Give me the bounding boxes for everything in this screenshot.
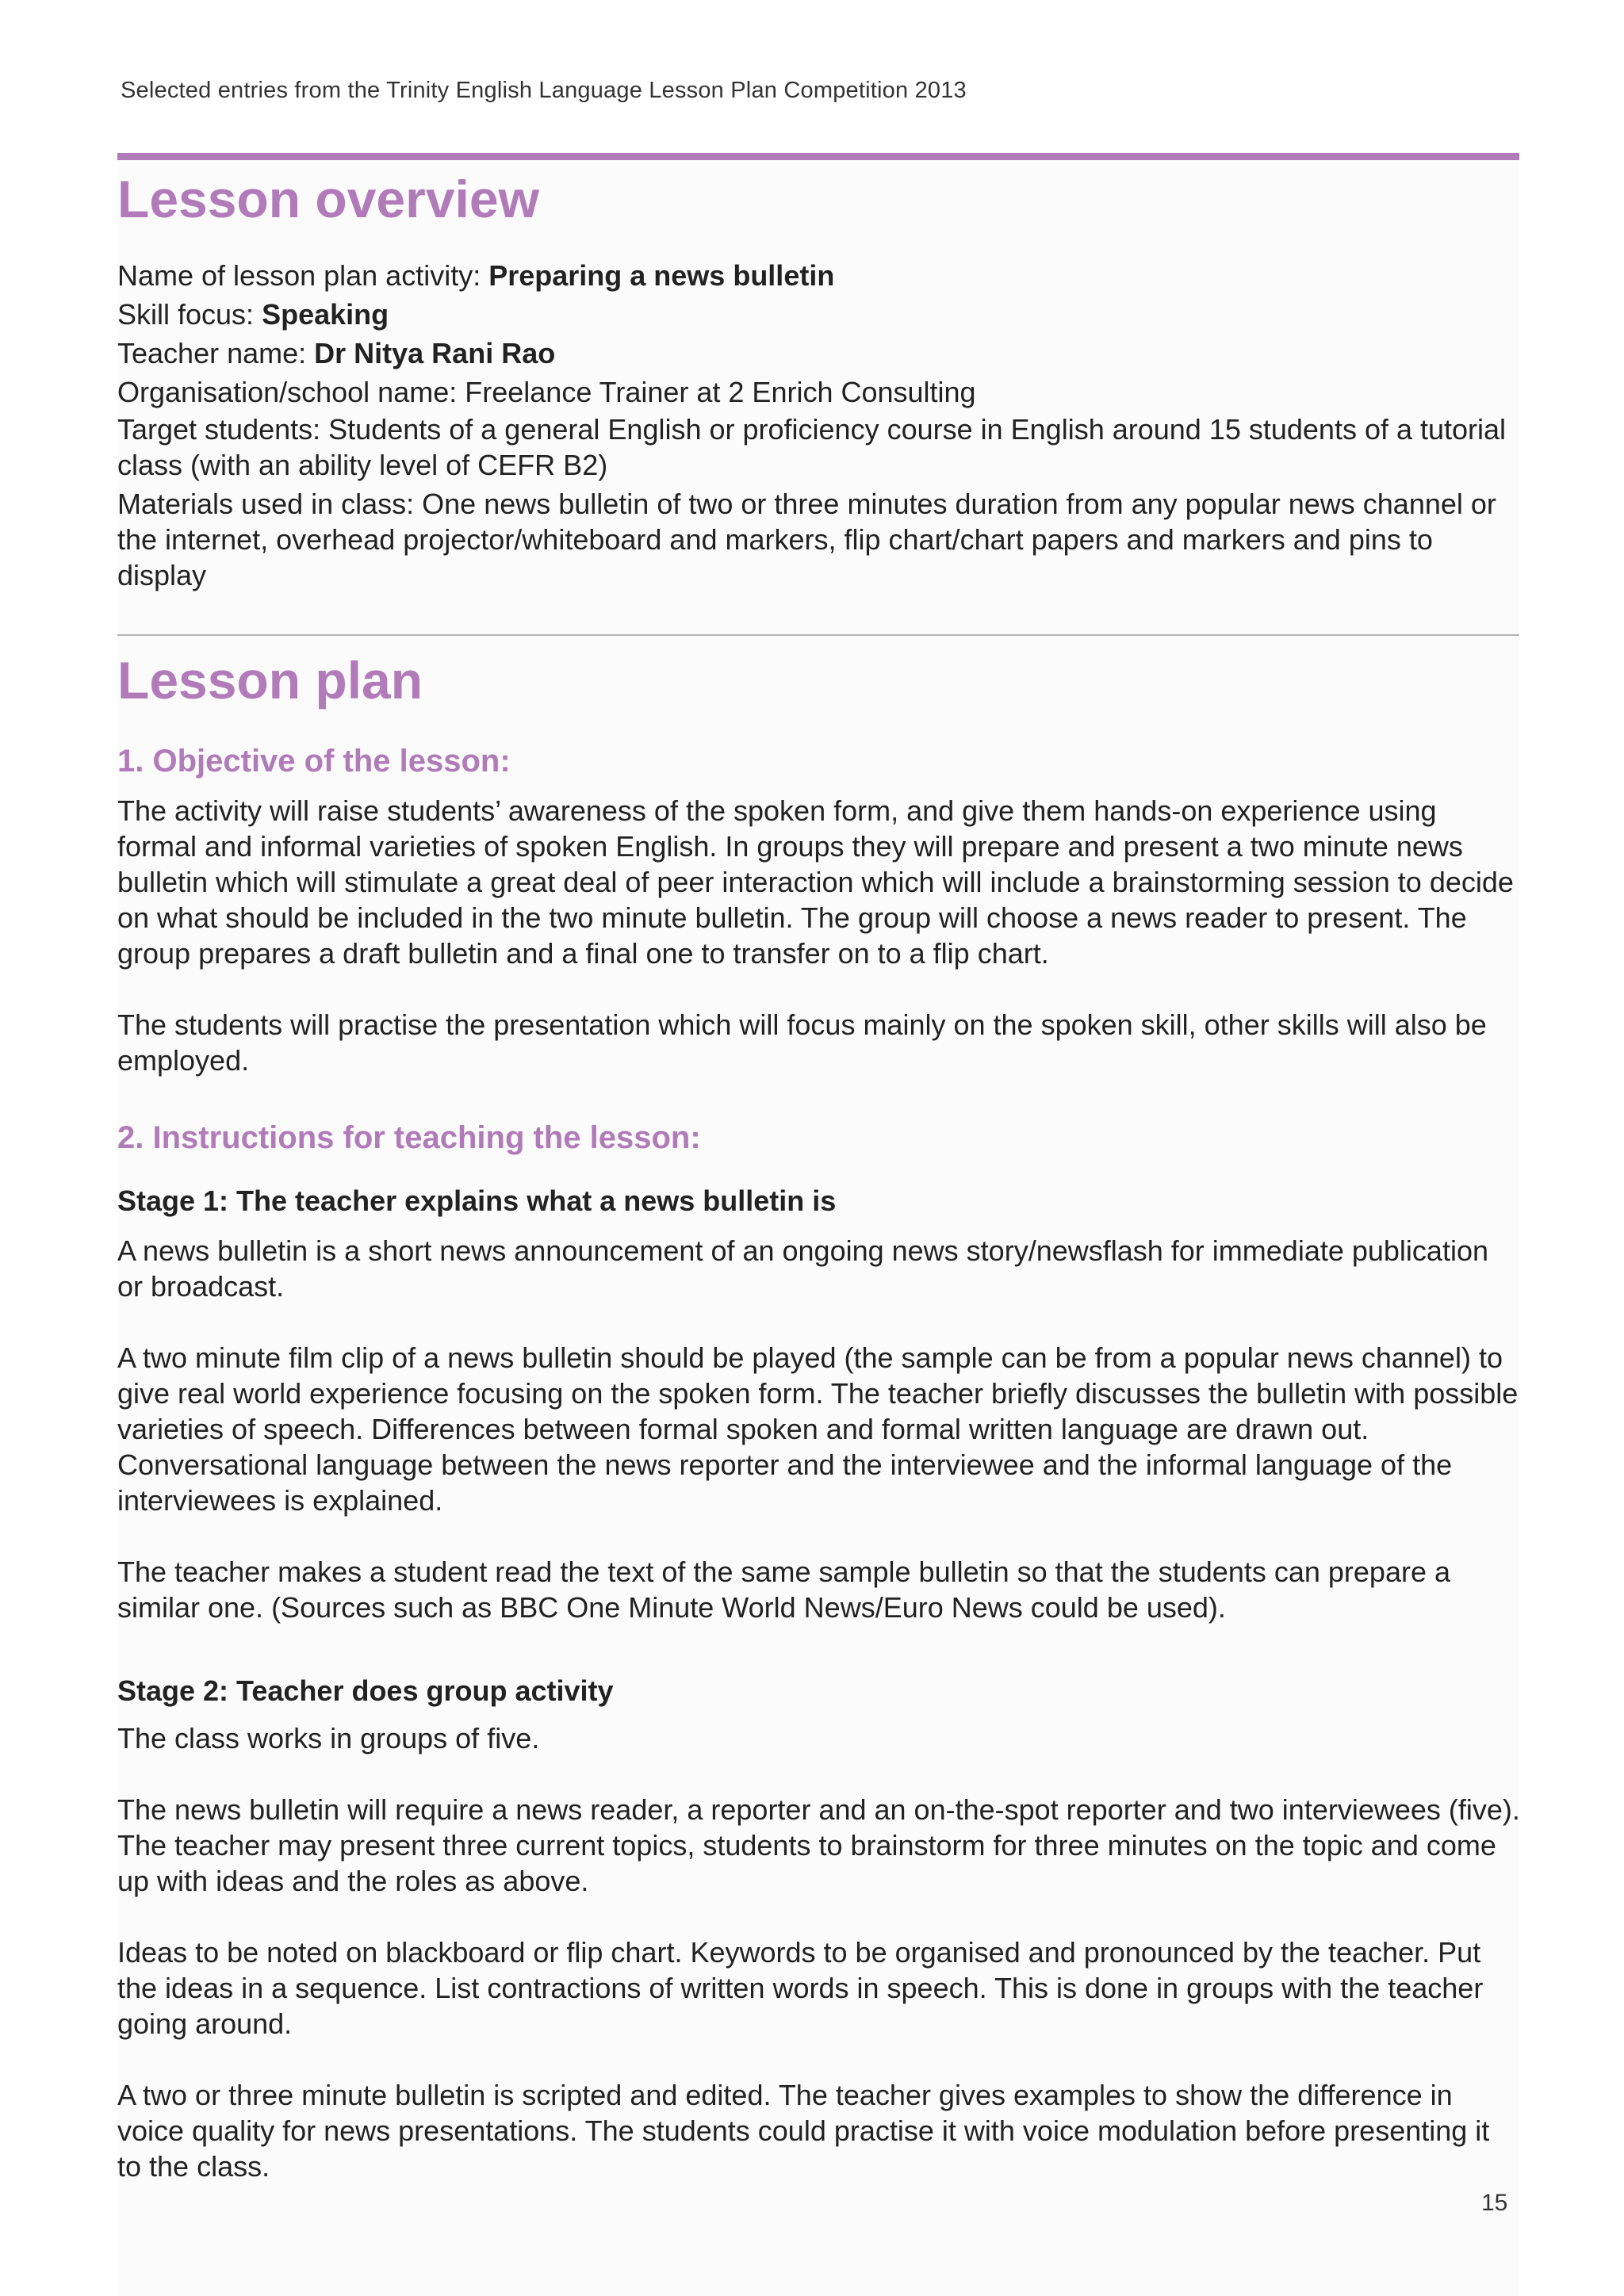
field-activity-name	[117, 256, 1521, 295]
stage-1-title: Stage 1: The teacher explains what a news bulletin is	[117, 1184, 837, 1217]
overview-fields	[117, 256, 1521, 593]
field-label: Materials used in class:	[117, 488, 423, 520]
paragraph: The news bulletin will require a news reader, a reporter and an on-the-spot reporter and two interviewees (five). The teacher may present three current topics, students to brainstorm for three minutes on the topic and come up with ideas and the roles as above.	[117, 1793, 1520, 1897]
field-label: Name of lesson plan activity:	[117, 259, 489, 292]
paragraph: The students will practise the presentation which will focus mainly on the spoken skill, other skills will also be employed.	[117, 1008, 1487, 1077]
page-number: 15	[1481, 2190, 1508, 2216]
stage-1-text	[117, 1233, 1521, 1625]
paragraph: A news bulletin is a short news announcement of an ongoing news story/newsflash for immediate publication or broadcast.	[117, 1234, 1488, 1303]
field-value: One news bulletin of two or three minutes duration from any popular news channel or the internet, overhead projector/whiteboard and markers, flip chart/chart papers and markers and pins to display	[117, 488, 1496, 591]
instructions-heading: 2. Instructions for teaching the lesson:	[117, 1120, 701, 1155]
field-value: Freelance Trainer at 2 Enrich Consulting	[465, 376, 976, 408]
field-value: Speaking	[262, 298, 389, 331]
section-divider	[117, 634, 1519, 636]
lesson-overview-heading: Lesson overview	[117, 170, 539, 228]
paragraph: A two or three minute bulletin is scripted and edited. The teacher gives examples to show the difference in voice quality for news presentations. The students could practise it with voice modulation before presenting it to the class.	[117, 2079, 1490, 2183]
lesson-plan-heading: Lesson plan	[117, 651, 423, 710]
objective-heading: 1. Objective of the lesson:	[117, 744, 511, 779]
paragraph: The activity will raise students’ awareness of the spoken form, and give them hands-on experience using formal and informal varieties of spoken English. In groups they will prepare and present a two minute news bulletin which will stimulate a great deal of peer interaction which will include a brainstorming session to decide on what should be included in the two minute bulletin. The group will choose a news reader to present. The group prepares a draft bulletin and a final one to transfer on to a flip chart.	[117, 794, 1514, 970]
field-skill-focus	[117, 295, 1521, 334]
field-label: Teacher name:	[117, 337, 315, 369]
field-materials	[117, 486, 1521, 593]
field-value: Dr Nitya Rani Rao	[314, 337, 556, 369]
field-label: Skill focus:	[117, 298, 262, 331]
stage-2-text	[117, 1720, 1521, 2184]
header-rule	[117, 153, 1519, 160]
stage-2-title: Stage 2: Teacher does group activity	[117, 1674, 614, 1707]
paragraph: The class works in groups of five.	[117, 1722, 540, 1755]
field-value: Students of a general English or proficiency course in English around 15 students of a tutorial class (with an ability level of CEFR B2)	[117, 413, 1507, 481]
field-label: Organisation/school name:	[117, 376, 465, 408]
objective-text	[117, 793, 1521, 1078]
running-header: Selected entries from the Trinity English Language Lesson Plan Competition 2013	[121, 78, 967, 103]
paragraph: The teacher makes a student read the text of the same sample bulletin so that the students can prepare a similar one. (Sources such as BBC One Minute World News/Euro News could be used).	[117, 1556, 1450, 1624]
paragraph: Ideas to be noted on blackboard or flip chart. Keywords to be organised and pronounced by the teacher. Put the ideas in a sequence. List contractions of written words in speech. This is done in groups with the teacher going around.	[117, 1936, 1484, 2040]
field-teacher-name	[117, 334, 1521, 373]
field-label: Target students:	[117, 413, 329, 446]
field-value: Preparing a news bulletin	[488, 259, 835, 292]
field-organisation	[117, 373, 1521, 411]
field-target-students	[117, 411, 1521, 483]
paragraph: A two minute film clip of a news bulletin should be played (the sample can be from a popular news channel) to give real world experience focusing on the spoken form. The teacher briefly discusses the bulletin with possible varieties of speech. Differences between formal spoken and formal written language are drawn out. Conversational language between the news reporter and the interviewee and the informal language of the interviewees is explained.	[117, 1341, 1519, 1517]
